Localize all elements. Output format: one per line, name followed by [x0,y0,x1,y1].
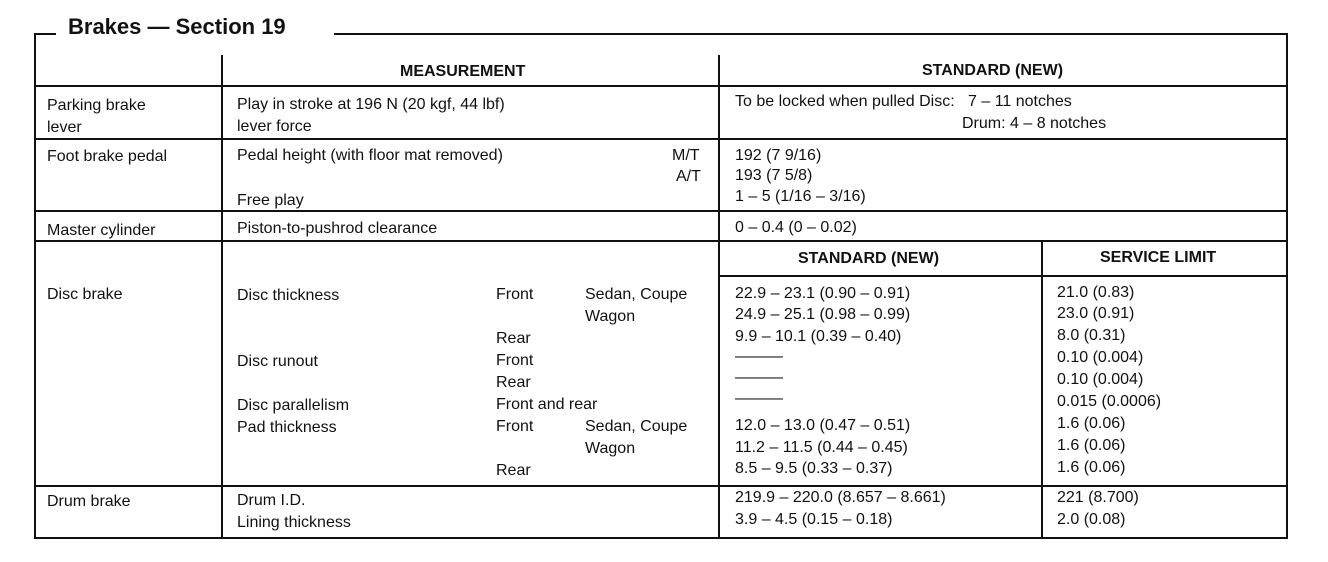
disc-position: Front and rear [496,396,598,413]
frame-left [34,33,36,538]
master-measurement: Piston-to-pushrod clearance [237,220,438,237]
disc-service-limit: 1.6 (0.06) [1057,415,1126,432]
foot-measurement-1: Pedal height (with floor mat removed) [237,147,503,164]
drum-measurement-2: Lining thickness [237,514,351,531]
item-master-cylinder: Master cylinder [47,222,156,239]
disc-standard: 12.0 – 13.0 (0.47 – 0.51) [735,417,911,434]
frame-right [1286,33,1288,538]
disc-standard: ——— [735,390,783,407]
frame-top-right [334,33,1288,35]
disc-measurement: Disc thickness [237,287,340,304]
disc-service-limit: 21.0 (0.83) [1057,284,1135,301]
disc-service-limit: 1.6 (0.06) [1057,437,1126,454]
disc-position: Front [496,418,534,435]
disc-service-limit: 23.0 (0.91) [1057,305,1135,322]
item-parking-brake-1: Parking brake [47,97,146,114]
frame-top-left-stub [34,33,56,35]
disc-service-limit: 0.10 (0.004) [1057,349,1144,366]
parking-standard-2: Drum: 4 – 8 notches [962,115,1107,132]
drum-service-limit-1: 221 (8.700) [1057,489,1139,506]
section-title: Brakes — Section 19 [62,14,292,40]
disc-standard: 11.2 – 11.5 (0.44 – 0.45) [735,439,908,456]
parking-standard-1: To be locked when pulled Disc: 7 – 11 notches [735,93,1072,110]
disc-standard: 8.5 – 9.5 (0.33 – 0.37) [735,460,893,477]
header-standard-new: STANDARD (NEW) [922,62,1064,79]
disc-standard: 9.9 – 10.1 (0.39 – 0.40) [735,328,902,345]
disc-vehicle: Wagon [585,440,636,457]
parking-measurement-1: Play in stroke at 196 N (20 kgf, 44 lbf) [237,96,505,113]
foot-standard-3: 1 – 5 (1/16 – 3/16) [735,188,866,205]
disc-vehicle: Wagon [585,308,636,325]
drum-standard-2: 3.9 – 4.5 (0.15 – 0.18) [735,511,893,528]
disc-vehicle: Sedan, Coupe [585,286,688,303]
foot-mt-label: M/T [672,147,700,164]
drum-measurement-1: Drum I.D. [237,492,306,509]
disc-standard: 24.9 – 25.1 (0.98 – 0.99) [735,306,911,323]
rule-col2 [718,55,720,538]
disc-measurement: Disc runout [237,353,318,370]
parking-measurement-2: lever force [237,118,312,135]
disc-position: Rear [496,374,531,391]
subheader-standard-new: STANDARD (NEW) [798,250,940,267]
disc-standard: ——— [735,369,783,386]
disc-measurement: Pad thickness [237,419,337,436]
disc-service-limit: 1.6 (0.06) [1057,459,1126,476]
item-disc-brake: Disc brake [47,286,123,303]
foot-standard-1: 192 (7 9/16) [735,147,822,164]
disc-standard: ——— [735,348,783,365]
disc-position: Front [496,286,534,303]
subheader-service-limit: SERVICE LIMIT [1100,249,1217,266]
disc-position: Front [496,352,534,369]
disc-position: Rear [496,462,531,479]
disc-service-limit: 8.0 (0.31) [1057,327,1126,344]
foot-standard-2: 193 (7 5/8) [735,167,813,184]
master-standard: 0 – 0.4 (0 – 0.02) [735,219,857,236]
header-measurement: MEASUREMENT [400,63,526,80]
rule-col3 [1041,240,1043,538]
item-parking-brake-2: lever [47,119,82,136]
disc-measurement: Disc parallelism [237,397,350,414]
drum-standard-1: 219.9 – 220.0 (8.657 – 8.661) [735,489,946,506]
drum-service-limit-2: 2.0 (0.08) [1057,511,1126,528]
rule-col1 [221,55,223,538]
item-foot-brake-pedal: Foot brake pedal [47,148,168,165]
disc-standard: 22.9 – 23.1 (0.90 – 0.91) [735,285,911,302]
rule-subheader [719,275,1288,277]
disc-service-limit: 0.10 (0.004) [1057,371,1144,388]
disc-position: Rear [496,330,531,347]
foot-at-label: A/T [676,168,701,185]
foot-measurement-3: Free play [237,192,304,209]
disc-vehicle: Sedan, Coupe [585,418,688,435]
item-drum-brake: Drum brake [47,493,131,510]
disc-service-limit: 0.015 (0.0006) [1057,393,1162,410]
